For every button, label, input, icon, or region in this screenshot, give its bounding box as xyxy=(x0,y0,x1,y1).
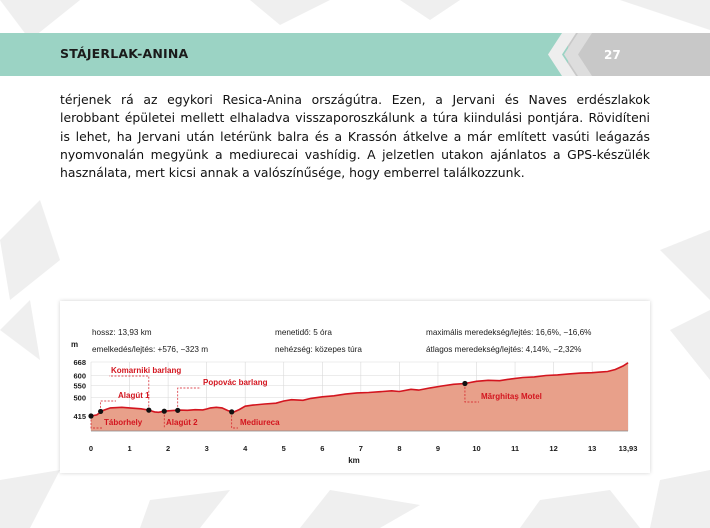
y-tick-label: 415 xyxy=(73,412,86,421)
info-avg-gradient: átlagos meredekség/lejtés: 4,14%, −2,32% xyxy=(426,345,582,354)
waypoint-label: Alagút 2 xyxy=(166,418,198,427)
waypoint-label: Mediureca xyxy=(240,418,280,427)
x-tick-label: 11 xyxy=(511,444,520,453)
waypoint-label: Popovác barlang xyxy=(203,378,268,387)
x-tick-label: 1 xyxy=(127,444,132,453)
waypoint-marker xyxy=(229,409,234,414)
x-tick-label: 10 xyxy=(472,444,481,453)
waypoint-label: Mărghitaş Motel xyxy=(481,392,542,401)
x-tick-label: 12 xyxy=(549,444,558,453)
x-tick-label: 4 xyxy=(243,444,248,453)
info-difficulty: nehézség: közepes túra xyxy=(275,345,362,354)
elevation-profile-chart xyxy=(60,301,650,473)
y-tick-label: 500 xyxy=(73,393,86,403)
info-ascent-descent: emelkedés/lejtés: +576, −323 m xyxy=(92,345,209,354)
x-tick-label: 13,93 xyxy=(618,444,638,453)
y-tick-label: 600 xyxy=(73,371,86,381)
waypoint-marker xyxy=(88,413,93,418)
x-tick-label: 6 xyxy=(320,444,325,453)
info-max-gradient: maximális meredekség/lejtés: 16,6%, −16,6% xyxy=(426,328,592,337)
x-tick-label: 8 xyxy=(397,444,402,453)
waypoint-marker xyxy=(175,408,180,413)
info-length: hossz: 13,93 km xyxy=(92,328,152,337)
elevation-profile-card xyxy=(60,301,650,473)
x-tick-label: 7 xyxy=(358,444,363,453)
x-tick-label: 0 xyxy=(88,444,94,453)
waypoint-marker xyxy=(162,409,167,414)
x-tick-label: 2 xyxy=(166,444,171,453)
x-axis-label: km xyxy=(348,456,360,465)
x-tick-label: 9 xyxy=(435,444,441,453)
page-number: 27 xyxy=(604,48,621,62)
waypoint-marker xyxy=(98,409,103,414)
waypoint-leader-line xyxy=(178,388,201,410)
y-tick-label: 550 xyxy=(73,381,86,391)
section-title: STÁJERLAK-ANINA xyxy=(60,46,189,61)
x-tick-label: 13 xyxy=(587,444,597,453)
waypoint-label: Táborhely xyxy=(104,418,143,427)
waypoint-marker xyxy=(146,408,151,413)
y-axis-label: m xyxy=(71,340,79,349)
waypoint-label: Alagút 1 xyxy=(118,391,150,400)
body-paragraph: térjenek rá az egykori Resica-Anina országútra. Ezen, a Jervani és Naves erdészlakok lerobbant épületei mellett elhaladva visszaporoszkálunk a túra kiindulási pontjára. Rövidíteni is lehet, ha Jervani után letérünk balra és a Krassón átkelve a már említett vasúti leágazás nyomvonalán megyünk a mediurecai vashídig. A jelzetlen utakon ajánlatos a GPS-készülék használata, mert kicsi annak a valószínűsége, hogy emberrel találkozzunk. xyxy=(60,92,650,181)
x-tick-label: 3 xyxy=(204,444,209,453)
y-tick-label: 668 xyxy=(73,358,86,367)
x-tick-label: 5 xyxy=(281,444,286,453)
info-walking-time: menetidő: 5 óra xyxy=(275,328,332,337)
waypoint-marker xyxy=(462,381,467,386)
waypoint-label: Komarniki barlang xyxy=(111,366,182,375)
chevron-arrows-icon xyxy=(548,33,592,76)
